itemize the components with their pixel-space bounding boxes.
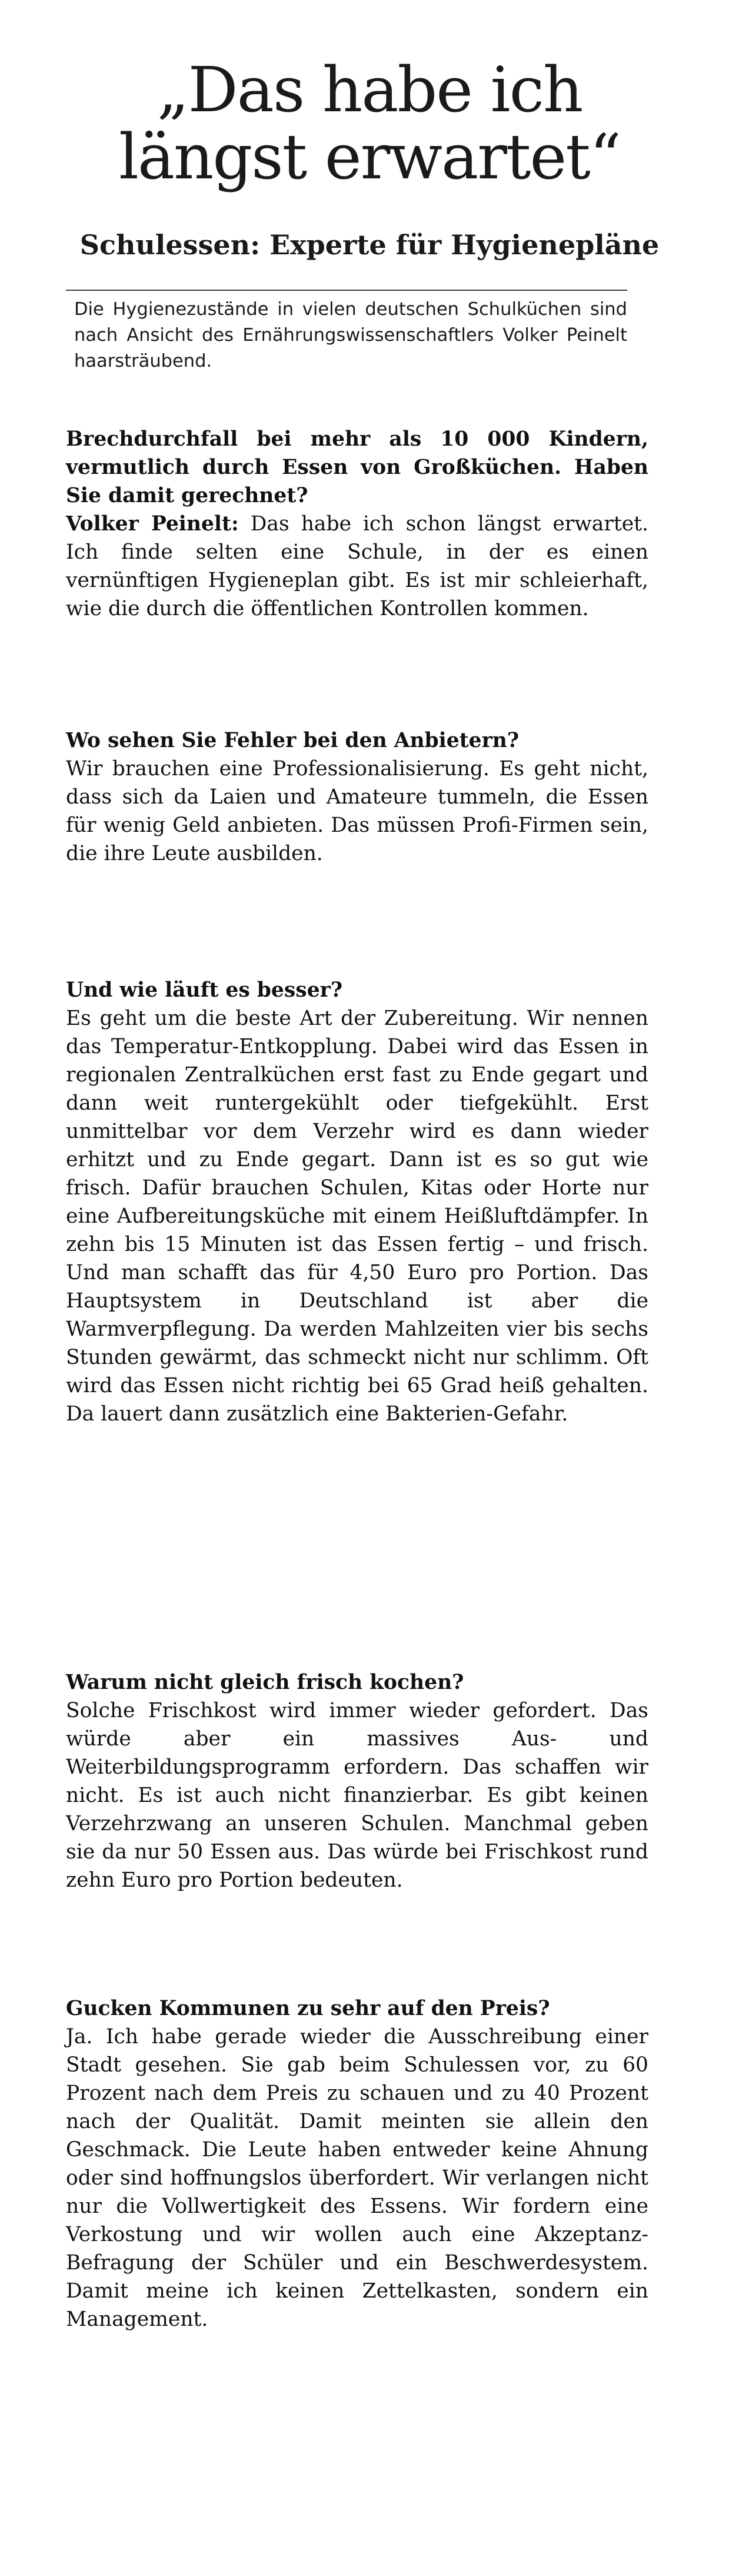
- answer-1: [66, 510, 648, 623]
- question-1: Brechdurchfall bei mehr als 10 000 Kindern, vermutlich durch Essen von Großküchen. Haben Sie damit gerechnet?: [66, 427, 648, 507]
- speaker-name: Volker Peinelt:: [66, 512, 239, 536]
- answer-3: Es geht um die beste Art der Zubereitung. Wir nennen das Temperatur-Entkopplung. Dabei wird das Essen in regionalen Zentralküchen erst fast zu Ende gegart und dann weit runtergekühlt oder tiefgekühlt. Erst unmittelbar vor dem Verzehr wird es dann wieder erhitzt und zu Ende gegart. Dann ist es so gut wie frisch. Dafür brauchen Schulen, Kitas oder Horte nur eine Aufbereitungsküche mit einem Heißluftdämpfer. In zehn bis 15 Minuten ist das Essen fertig – und frisch. Und man schafft das für 4,50 Euro pro Portion. Das Hauptsystem in Deutschland ist aber die Warmverpflegung. Da werden Mahlzeiten vier bis sechs Stunden gewärmt, das schmeckt nicht nur schlimm. Oft wird das Essen nicht richtig bei 65 Grad heiß gehalten. Da lauert dann zusätzlich eine Bakterien-Gefahr.: [66, 1007, 648, 1426]
- question-5: Gucken Kommunen zu sehr auf den Preis?: [66, 1997, 550, 2020]
- qa-block-5: [66, 1994, 648, 2333]
- headline-line-2: längst erwartet“: [118, 121, 621, 193]
- answer-4: Solche Frischkost wird immer wieder gefordert. Das würde aber ein massives Aus- und Weiterbildungsprogramm erfordern. Das schaffen wir nicht. Es ist auch nicht finanzierbar. Es gibt keinen Verzehrzwang an unseren Schulen. Manchmal geben sie da nur 50 Essen aus. Das würde bei Frischkost rund zehn Euro pro Portion bedeuten.: [66, 1699, 648, 1892]
- qa-block-2: [66, 726, 648, 868]
- qa-block-3: [66, 976, 648, 1428]
- answer-1-text: Das habe ich schon längst erwartet. Ich finde selten eine Schule, in der es einen vernünftigen Hygieneplan gibt. Es ist mir schleierhaft, wie die durch die öffentlichen Kontrollen kommen.: [66, 512, 648, 620]
- qa-block-4: [66, 1668, 648, 1894]
- qa-block-1: [66, 425, 648, 623]
- intro-paragraph: Die Hygienezustände in vielen deutschen Schulküchen sind nach Ansicht des Ernährungswissenschaftlers Volker Peinelt haarsträubend.: [74, 299, 627, 371]
- headline-line-1: „Das habe ich: [157, 54, 582, 126]
- answer-5: Ja. Ich habe gerade wieder die Ausschreibung einer Stadt gesehen. Sie gab beim Schulessen vor, zu 60 Prozent nach dem Preis zu schauen und zu 40 Prozent nach der Qualität. Damit meinten sie allein den Geschmack. Die Leute haben entweder keine Ahnung oder sind hoffnungslos überfordert. Wir verlangen nicht nur die Vollwertigkeit des Essens. Wir fordern eine Verkostung und wir wollen auch eine Akzeptanz-Befragung der Schüler und ein Beschwerdesystem. Damit meine ich keinen Zettelkasten, sondern ein Management.: [66, 2025, 648, 2331]
- question-4: Warum nicht gleich frisch kochen?: [66, 1671, 464, 1694]
- question-2: Wo sehen Sie Fehler bei den Anbietern?: [66, 729, 520, 752]
- question-3: Und wie läuft es besser?: [66, 978, 343, 1002]
- divider: [66, 290, 627, 291]
- answer-2: Wir brauchen eine Professionalisierung. Es geht nicht, dass sich da Laien und Amateure tummeln, die Essen für wenig Geld anbieten. Das müssen Profi-Firmen sein, die ihre Leute ausbilden.: [66, 757, 648, 865]
- subtitle: Schulessen: Experte für Hygienepläne: [79, 229, 660, 261]
